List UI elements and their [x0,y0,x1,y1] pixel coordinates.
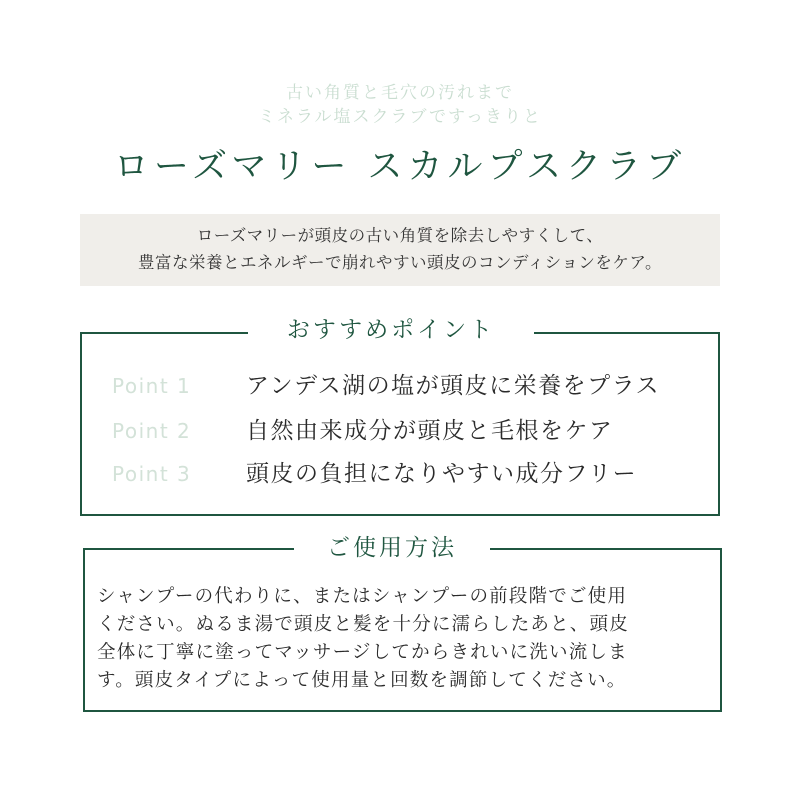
point-label: Point 2 [112,419,192,443]
usage-line-3: 全体に丁寧に塗ってマッサージしてからきれいに洗い流しま [97,642,628,663]
point-text: 頭皮の負担になりやすい成分フリー [246,461,638,487]
points-heading: おすすめポイント [248,315,534,345]
point-label: Point 1 [112,374,192,398]
point-text: 自然由来成分が頭皮と毛根をケア [246,418,614,444]
point-item [112,459,712,489]
usage-line-2: ください。ぬるま湯で頭皮と髪を十分に濡らしたあと、頭皮 [97,614,629,635]
usage-line-1: シャンプーの代わりに、またはシャンプーの前段階でご使用 [97,586,628,607]
tagline-line-2: ミネラル塩スクラブですっきりと [258,107,542,127]
point-item [112,416,712,446]
point-item [112,371,712,401]
point-text: アンデス湖の塩が頭皮に栄養をプラス [246,373,660,399]
description-box [80,214,720,286]
point-label: Point 3 [112,462,192,486]
usage-heading: ご使用方法 [294,533,490,563]
usage-line-4: す。頭皮タイプによって使用量と回数を調節してください。 [97,670,627,691]
product-title: ローズマリー スカルプスクラブ [113,147,687,187]
description-line-1: ローズマリーが頭皮の古い角質を除去しやすくして、 [196,226,604,245]
description-line-2: 豊富な栄養とエネルギーで崩れやすい頭皮のコンディションをケア。 [137,253,663,272]
tagline-line-1: 古い角質と毛穴の汚れまで [286,83,514,103]
